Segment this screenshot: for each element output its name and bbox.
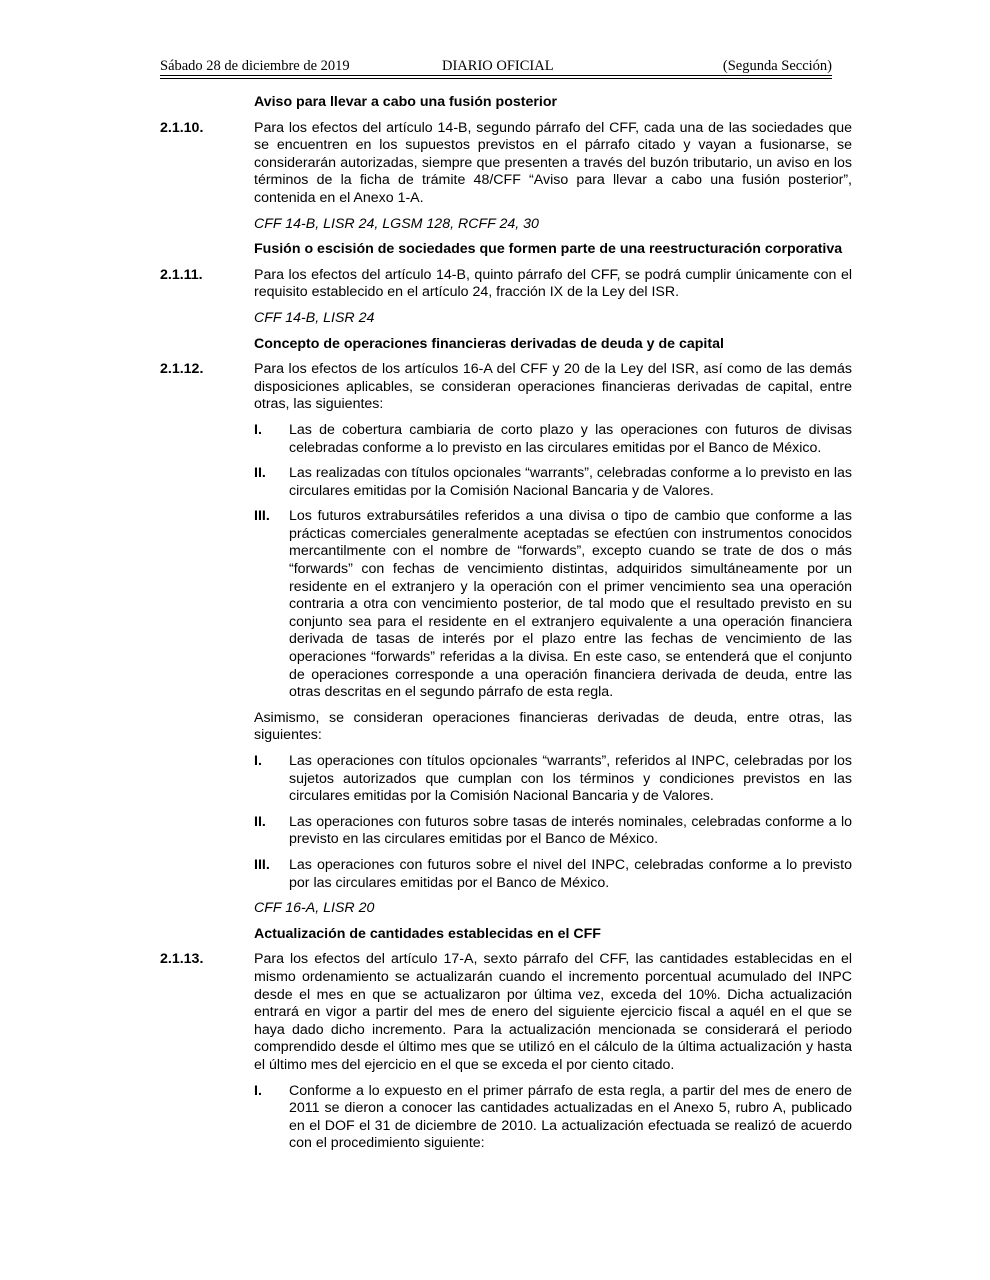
rule-heading: Concepto de operaciones financieras derivadas de deuda y de capital [254, 335, 724, 352]
list-item-number: I. [254, 421, 262, 438]
rule-text: Para los efectos del artículo 14-B, quinto párrafo del CFF, se podrá cumplir únicamente con el requisito establecido en el artículo 24, fracción IX de la Ley del ISR. [254, 266, 852, 301]
rule-2-1-12 [160, 361, 852, 414]
list-item-number: I. [254, 753, 262, 769]
header-date: Sábado 28 de diciembre de 2019 [160, 58, 350, 74]
list-item-text: Las operaciones con títulos opcionales “warrants”, referidos al INPC, celebradas por los sujetos autorizados que cumplan con los términos y condiciones previstos en las circulares emitidas por la Comisión Nacional Bancaria y de Valores. [289, 753, 852, 805]
list-item-text: Las operaciones con futuros sobre el nivel del INPC, celebradas conforme a lo previsto por las circulares emitidas por el Banco de México. [289, 856, 852, 891]
legal-reference: CFF 14-B, LISR 24, LGSM 128, RCFF 24, 30 [254, 215, 539, 232]
legal-reference: CFF 14-B, LISR 24 [254, 309, 375, 326]
rule-heading: Fusión o escisión de sociedades que formen parte de una reestructuración corporativa [254, 241, 843, 258]
rule-2-1-11 [160, 267, 852, 302]
rule-heading: Actualización de cantidades establecidas en el CFF [254, 925, 601, 942]
list-item [254, 1083, 852, 1153]
header-rule-top [160, 75, 832, 76]
list-item [254, 814, 852, 849]
rule-number: 2.1.11. [160, 266, 203, 283]
document-body [160, 94, 852, 1161]
header-publication: DIARIO OFICIAL [442, 58, 554, 74]
list-item-number: II. [254, 813, 266, 830]
paragraph: Asimismo, se consideran operaciones financieras derivadas de deuda, entre otras, las siguientes: [254, 709, 852, 744]
rule-text: Para los efectos del artículo 14-B, segundo párrafo del CFF, cada una de las sociedades que se encuentren en los supuestos previstos en el párrafo citado y vayan a fusionarse, se considerarán autorizadas, siempre que presenten a través del buzón tributario, un aviso en los términos de la ficha de trámite 48/CFF “Aviso para llevar a cabo una fusión posterior”, contenida en el Anexo 1-A. [254, 119, 852, 206]
list-item-text: Las operaciones con futuros sobre tasas de interés nominales, celebradas conforme a lo previsto en las circulares emitidas por el Banco de México. [289, 813, 852, 848]
list-item [254, 465, 852, 500]
list-item-number: III. [254, 856, 270, 873]
rule-2-1-10 [160, 120, 852, 208]
rule-number: 2.1.12. [160, 361, 204, 378]
rule-2-1-13 [160, 951, 852, 1074]
rule-text: Para los efectos del artículo 17-A, sexto párrafo del CFF, las cantidades establecidas en el mismo ordenamiento se actualizarán cuando el incremento porcentual acumulado del INPC desde el mes en que se actualizaron por última vez, exceda del 10%. Dicha actualización entrará en vigor a partir del mes de enero del siguiente ejercicio fiscal a aquél en el que se haya dado dicho incremento. Para la actualización mencionada se considerará el periodo comprendido desde el último mes que se utilizó en el cálculo de la última actualización y hasta el último mes del ejercicio en el que se exceda el por ciento citado. [254, 951, 852, 1073]
list-item-number: I. [254, 1082, 262, 1099]
list-item-text: Las de cobertura cambiaria de corto plazo y las operaciones con futuros de divisas celebradas conforme a lo previsto en las circulares emitidas por el Banco de México. [289, 421, 852, 456]
list-item-number: III. [254, 508, 270, 525]
rule-heading: Aviso para llevar a cabo una fusión posterior [254, 94, 558, 110]
rule-text: Para los efectos de los artículos 16-A del CFF y 20 de la Ley del ISR, así como de las demás disposiciones aplicables, se consideran operaciones financieras derivadas de capital, entre otras, las siguientes: [254, 361, 852, 413]
list-item [254, 508, 852, 702]
legal-reference: CFF 16-A, LISR 20 [254, 900, 375, 917]
header-rule-bottom [160, 78, 832, 79]
rule-number: 2.1.10. [160, 119, 204, 136]
list-item [254, 857, 852, 892]
list-item-number: II. [254, 465, 266, 482]
list-item [254, 753, 852, 806]
rule-number: 2.1.13. [160, 951, 204, 968]
header-section: (Segunda Sección) [722, 58, 832, 74]
list-item-text: Conforme a lo expuesto en el primer párrafo de esta regla, a partir del mes de enero de 2011 se dieron a conocer las cantidades actualizadas en el Anexo 5, rubro A, publicado en el DOF el 31 de diciembre de 2010. La actualización efectuada se realizó de acuerdo con el procedimiento siguiente: [289, 1082, 852, 1152]
list-item [254, 422, 852, 457]
list-item-text: Las realizadas con títulos opcionales “warrants”, celebradas conforme a lo previsto en las circulares emitidas por la Comisión Nacional Bancaria y de Valores. [289, 465, 852, 499]
list-item-text: Los futuros extrabursátiles referidos a una divisa o tipo de cambio que conforme a las prácticas comerciales generalmente aceptadas se efectúen con instrumentos conocidos mercantilmente con el nombre de “forwards”, excepto cuando se trate de dos o más “forwards” con fechas de vencimiento distintas, adquiridos simultáneamente por un residente en el extranjero y la operación con el primer vencimiento sea una operación contraria a otra con vencimiento posterior, de tal modo que el resultado previsto en su conjunto sea para el residente en el extranjero equivalente a una operación financiera derivada de tasas de interés por el plazo entre las fechas de vencimiento de las operaciones “forwards” referidas a la divisa. En este caso, se entenderá que el conjunto de operaciones corresponde a una operación financiera derivada de deuda, entre las otras descritas en el segundo párrafo de esta regla. [289, 508, 852, 701]
